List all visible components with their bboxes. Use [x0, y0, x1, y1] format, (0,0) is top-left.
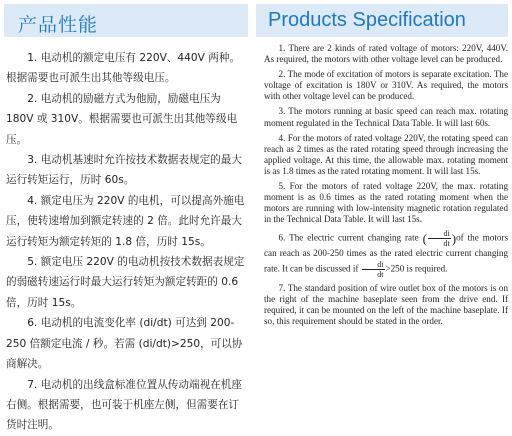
en-item-6 — [264, 229, 508, 278]
en-item-6-part2: of the motors can reach as 200-250 times as the rated electric current changing rate. It can be discussed if — [264, 233, 508, 274]
header-cn-panel — [4, 4, 248, 37]
frac-numerator-2: di — [362, 260, 385, 270]
cn-item-3: 3. 电动机基速时允许按技术数据表规定的最大运行转矩运行，历时 60s。 — [6, 154, 242, 187]
paren-open: ( — [422, 231, 427, 247]
cn-item-1: 1. 电动机的额定电压有 220V、440V 两种。根据需要也可派生出其他等级电压。 — [6, 52, 241, 85]
header-bar — [0, 4, 512, 37]
english-column — [264, 43, 508, 331]
cn-item-6: 6. 电动机的电流变化率 (di/dt) 可达到 200-250 倍额定电流 / 秒。若需 (di/dt)>250，可以协商解决。 — [6, 317, 243, 371]
chinese-column — [6, 48, 248, 436]
en-item-5: 5. For the motors of rated voltage 220V, the max. rotating moment is as 0.6 times as the rated rotating moment when the motors are running with low-intensity magnetic rotation regulated in the Technical Data Table. It will last 15s. — [264, 181, 508, 225]
frac-numerator: di — [428, 229, 451, 239]
cn-item-7: 7. 电动机的出线盒标准位置从传动端视在机座右侧。根据需要，也可装于机座左侧，但需要在订货时注明。 — [6, 378, 242, 432]
en-item-4: 4. For the motors of rated voltage 220V, the rotating speed can reach as 2 times as the rated rotating speed through increasing the applied voltage. At this time, the allowable max. rotating moment is as 1.8 times as the rated rotating moment. It will last 15s. — [264, 132, 508, 176]
di-dt-fraction — [428, 229, 451, 248]
frac-denominator-2: dt — [377, 269, 384, 279]
en-item-6-part3: >250 is required. — [385, 263, 448, 274]
en-item-7: 7. The standard position of wire outlet box of the motors is on the right of the machine baseplate seen from the drive end. If required, it can be mounted on the left of the machine baseplate. If so, this requirement should be stated in the order. — [264, 282, 508, 326]
frac-denominator: dt — [443, 239, 450, 249]
cn-item-5: 5. 额定电压 220V 的电动机按技术数据表规定的弱磁转速运行时最大运行转矩为额定转距的 0.6 倍，历时 15s。 — [6, 256, 245, 309]
en-item-3: 3. The motors running at basic speed can reach max. rotating moment regulated in the Technical Data Table. It will last 60s. — [264, 106, 508, 128]
title-cn: 产品性能 — [18, 14, 99, 36]
en-item-1: 1. There are 2 kinds of rated voltage of motors: 220V, 440V. As required, the motors with other voltage level can be produced. — [264, 43, 508, 65]
en-item-2: 2. The mode of excitation of motors is separate excitation. The voltage of excitation is 180V or 310V. As required, the motors with other voltage level can be produced. — [264, 69, 508, 102]
title-en: Products Specification — [268, 9, 466, 31]
header-en-panel — [256, 4, 508, 37]
cn-item-2: 2. 电动机的励磁方式为他励，励磁电压为 180V 或 310V。根据需要也可派生出其他等级电压。 — [6, 92, 238, 146]
di-dt-fraction-2 — [362, 260, 385, 279]
en-item-6-part1: 6. The electric current changing rate — [278, 233, 423, 243]
cn-item-4: 4. 额定电压为 220V 的电机，可以提高外施电压，使转速增加到额定转速的 2 倍。此时允许最大运行转矩为额定转矩的 1.8 倍，历时 15s。 — [6, 194, 245, 248]
paren-close: ) — [451, 231, 457, 247]
